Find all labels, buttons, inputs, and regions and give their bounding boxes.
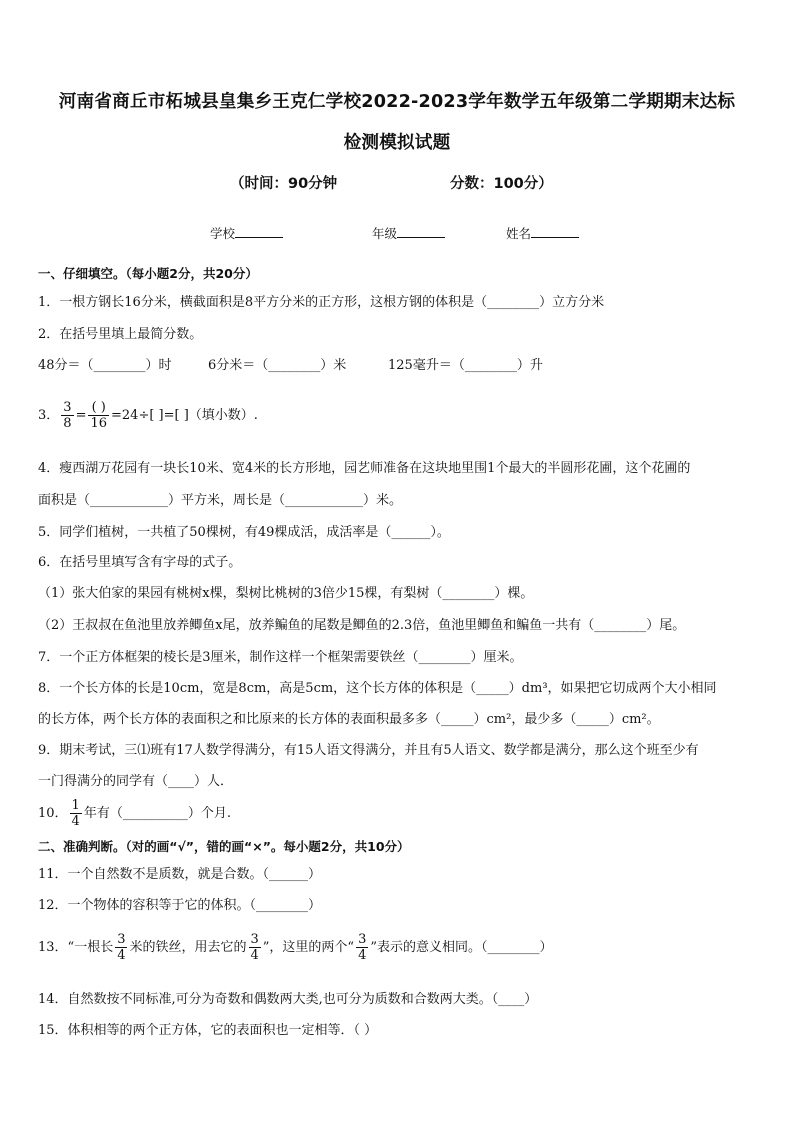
question-6a: （1）张大伯家的果园有桃树x棵，梨树比桃树的3倍少15棵，有梨树（________）棵。 [38, 586, 534, 601]
grade-label: 年级 [372, 226, 398, 241]
question-6b: （2）王叔叔在鱼池里放养鲫鱼x尾，放养鳊鱼的尾数是鲫鱼的2.3倍，鱼池里鲫鱼和鳊鱼一共有（________）尾。 [38, 618, 686, 633]
question-text: =24÷[ ]=[ ]（填小数）. [111, 408, 258, 423]
question-number: 10． [38, 806, 68, 821]
question-2c: 125毫升＝（________）升 [388, 358, 543, 373]
school-label: 学校 [210, 226, 236, 241]
question-13 [38, 932, 553, 963]
question-4-continued: 面积是（____________）平方米，周长是（____________）米。 [38, 493, 403, 508]
question-text: ”，这里的两个“ [262, 940, 355, 955]
question-text: 13．“一根长 [38, 940, 114, 955]
question-5: 5．同学们植树，一共植了50棵树，有49棵成活，成活率是（______）。 [38, 525, 450, 540]
question-15: 15．体积相等的两个正方体，它的表面积也一定相等．（ ） [38, 1023, 378, 1038]
fraction-numerator: 3 [117, 932, 126, 947]
question-number: 3． [38, 408, 60, 423]
fraction-numerator: 3 [250, 932, 259, 947]
fraction-denominator: 4 [250, 948, 259, 963]
fraction-numerator: 1 [71, 798, 80, 813]
name-label: 姓名 [506, 226, 532, 241]
fraction [61, 400, 73, 431]
question-6: 6．在括号里填写含有字母的式子。 [38, 555, 242, 570]
fraction [88, 400, 109, 431]
fraction-denominator: 16 [90, 416, 108, 431]
equals-sign: = [75, 408, 87, 423]
question-12: 12．一个物体的容积等于它的体积。（________） [38, 898, 322, 913]
fraction-denominator: 8 [63, 416, 72, 431]
question-2b: 6分米＝（________）米 [208, 358, 347, 373]
fraction [249, 932, 261, 963]
section-heading: 一、仔细填空。（每小题2分，共20分） [38, 266, 258, 281]
fraction [115, 932, 127, 963]
fraction-numerator: ( ) [88, 400, 109, 416]
fraction-numerator: 3 [63, 400, 72, 415]
name-field[interactable] [506, 224, 579, 242]
section-heading: 二、准确判断。（对的画“√”，错的画“×”。每小题2分，共10分） [38, 839, 410, 854]
fraction-denominator: 4 [117, 948, 126, 963]
question-10 [38, 798, 231, 829]
time-limit: （时间：90分钟 [230, 176, 338, 192]
fraction-denominator: 4 [358, 948, 367, 963]
question-14: 14．自然数按不同标准,可分为奇数和偶数两大类,也可分为质数和合数两大类。（____） [38, 992, 538, 1007]
question-8-continued: 的长方体，两个长方体的表面积之和比原来的长方体的表面积最多多（_____）cm²，最少多（_____）cm²。 [38, 712, 660, 727]
fraction [70, 798, 82, 829]
question-4: 4．瘦西湖万花园有一块长10米、宽4米的长方形地，园艺师准备在这块地里围1个最大的半圆形花圃，这个花圃的 [38, 461, 691, 476]
question-text: 米的铁丝，用去它的 [129, 940, 247, 955]
question-2: 2．在括号里填上最简分数。 [38, 327, 203, 342]
fraction-numerator: 3 [358, 932, 367, 947]
school-field[interactable] [210, 224, 283, 242]
question-text: ”表示的意义相同。（________） [370, 940, 553, 955]
question-1: 1．一根方钢长16分米，横截面积是8平方分米的正方形，这根方钢的体积是（________）立方分米 [38, 295, 605, 310]
grade-field[interactable] [372, 224, 445, 242]
question-9-continued: 一门得满分的同学有（____）人． [38, 774, 234, 789]
page-subtitle: 检测模拟试题 [343, 133, 451, 153]
total-score: 分数：100分） [450, 176, 553, 192]
fraction-denominator: 4 [71, 814, 80, 829]
page-title: 河南省商丘市柘城县皇集乡王克仁学校2022-2023学年数学五年级第二学期期末达标 [58, 92, 736, 112]
question-8: 8．一个长方体的长是10cm，宽是8cm，高是5cm，这个长方体的体积是（_____）dm³，如果把它切成两个大小相同 [38, 681, 717, 696]
fraction [356, 932, 368, 963]
question-2a: 48分＝（________）时 [38, 358, 172, 373]
question-9: 9．期末考试，三⑴班有17人数学得满分，有15人语文得满分，并且有5人语文、数学都是满分，那么这个班至少有 [38, 743, 699, 758]
question-11: 11．一个自然数不是质数，就是合数。（______） [38, 867, 322, 882]
question-3 [38, 400, 258, 431]
question-text: 年有（__________）个月. [83, 806, 231, 821]
question-7: 7．一个正方体框架的棱长是3厘米，制作这样一个框架需要铁丝（________）厘米。 [38, 650, 523, 665]
